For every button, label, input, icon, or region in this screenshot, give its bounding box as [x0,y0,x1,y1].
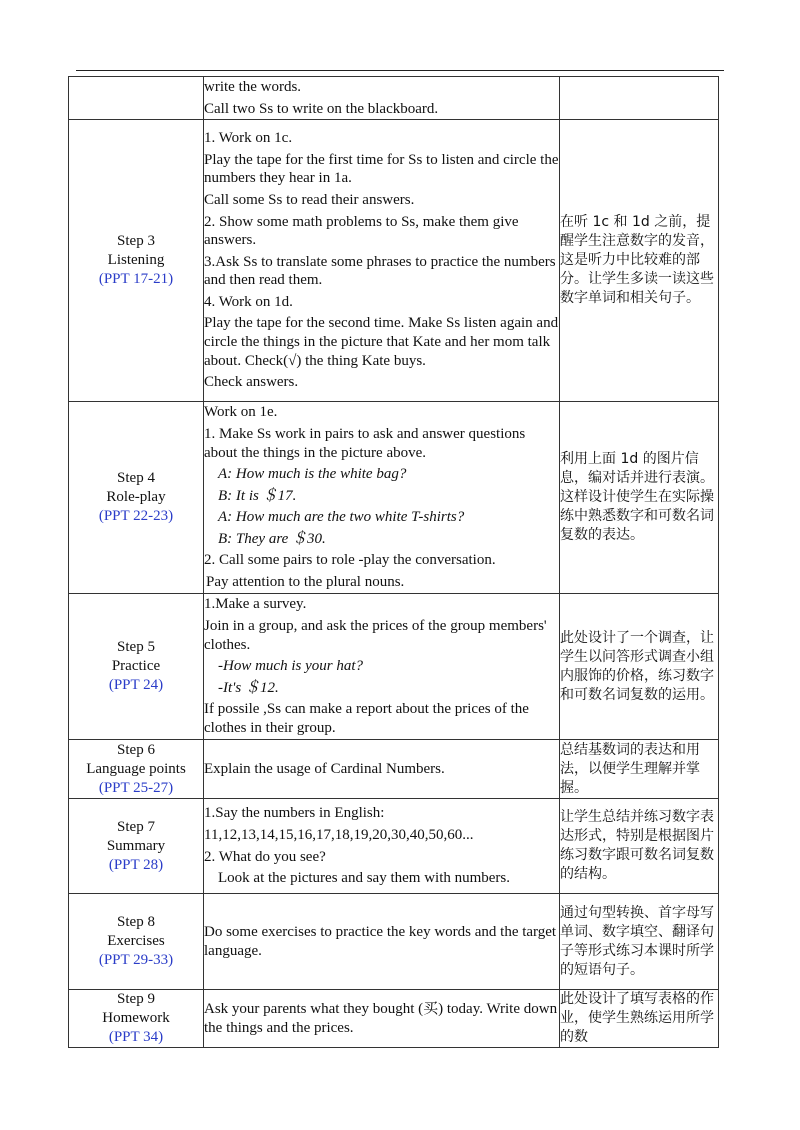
procedure-line: Join in a group, and ask the prices of the group members' clothes. [204,618,547,653]
step-name: Homework [102,1010,170,1026]
procedure-line: Look at the pictures and say them with numbers. [218,870,511,887]
procedure-cell [204,120,560,402]
step-cell [69,77,204,120]
procedure-line: Ask your parents what they bought (买) today. Write down the things and the prices. [204,1000,558,1036]
procedure-cell [204,740,560,799]
step-number: Step 4 [117,470,155,486]
table-row [69,402,719,594]
header-rule [76,70,724,71]
step-number: Step 9 [117,991,155,1007]
procedure-cell [204,594,560,740]
dialogue-line: A: How much is the white bag? [218,466,407,483]
step-name: Practice [111,658,161,674]
procedure-line: 2. Show some math problems to Ss, make them give answers. [204,213,519,249]
note-cell: 让学生总结并练习数字表达形式，特别是根据图片练习数字跟可数名词复数的结构。 [560,799,719,894]
dialogue-line: B: It is ＄17. [218,487,297,504]
procedure-line: 11,12,13,14,15,16,17,18,19,20,30,40,50,60... [204,826,474,843]
procedure-line: Play the tape for the second time. Make Ss listen again and circle the things in the picture that Kate and her mom talk about. Check(√) the thing Kate buys. [204,315,559,369]
step-number: Step 3 [117,233,155,249]
ppt-range: (PPT 28) [108,856,164,873]
note-cell: 在听 1c 和 1d 之前，提醒学生注意数字的发音，这是听力中比较难的部分。让学生多读一读这些数字单词和相关句子。 [560,120,719,402]
procedure-line: 2. Call some pairs to role -play the conversation. [204,552,496,569]
step-name: Role-play [106,489,166,505]
ppt-range: (PPT 17-21) [98,271,174,287]
procedure-line: If possile ,Ss can make a report about the prices of the clothes in their group. [204,701,529,736]
procedure-line: 3.Ask Ss to translate some phrases to practice the numbers and then read them. [204,253,556,289]
table-row [69,77,719,120]
step-number: Step 6 [117,741,155,758]
table-row [69,120,719,402]
ppt-range: (PPT 22-23) [98,508,174,524]
procedure-line: Call some Ss to read their answers. [204,191,415,208]
procedure-line: 2. What do you see? [204,848,326,865]
step-number: Step 5 [117,639,155,655]
table-row [69,990,719,1048]
procedure-line: Do some exercises to practice the key words and the target language. [204,923,557,959]
note-cell: 总结基数词的表达和用法，以便学生理解并掌握。 [560,740,719,799]
procedure-cell [204,402,560,594]
procedure-line: 1. Make Ss work in pairs to ask and answer questions about the things in the picture above. [204,425,526,461]
lesson-plan-table [68,76,719,1048]
procedure-cell [204,799,560,894]
procedure-line: 1. Work on 1c. [204,130,293,147]
dialogue-line: B: They are ＄30. [218,530,326,547]
step-cell [69,120,204,402]
step-cell [69,990,204,1048]
step-cell [69,740,204,799]
procedure-cell [204,990,560,1048]
ppt-range: (PPT 25-27) [98,779,174,796]
procedure-line: Work on 1e. [204,404,278,421]
table-row [69,594,719,740]
dialogue-line: -It's ＄12. [218,679,279,696]
procedure-line: Explain the usage of Cardinal Numbers. [204,760,445,777]
procedure-line: Play the tape for the first time for Ss to listen and circle the numbers they hear in 1a. [204,151,559,187]
dialogue-line: A: How much are the two white T-shirts? [218,509,465,526]
procedure-cell [204,894,560,990]
step-cell [69,799,204,894]
step-name: Exercises [107,933,165,949]
procedure-line: 4. Work on 1d. [204,293,293,310]
note-cell: 通过句型转换、首字母写单词、数字填空、翻译句子等形式练习本课时所学的短语句子。 [560,894,719,990]
procedure-cell [204,77,560,120]
step-name: Listening [107,252,165,268]
ppt-range: (PPT 24) [108,677,164,693]
note-cell: 此处设计了一个调查，让学生以问答形式调查小组内服饰的价格，练习数字和可数名词复数的运用。 [560,594,719,740]
procedure-line: Call two Ss to write on the blackboard. [204,100,439,117]
step-cell [69,894,204,990]
procedure-line: 1.Make a survey. [204,596,307,613]
table-row [69,799,719,894]
procedure-line: Pay attention to the plural nouns. [206,574,405,591]
step-name: Language points [86,760,186,777]
procedure-line: 1.Say the numbers in English: [204,805,385,822]
procedure-line: Check answers. [204,374,299,391]
table-row [69,894,719,990]
step-number: Step 8 [117,914,155,930]
ppt-range: (PPT 34) [108,1029,164,1045]
step-number: Step 7 [117,818,155,835]
note-cell [560,77,719,120]
procedure-line: write the words. [204,78,302,95]
ppt-range: (PPT 29-33) [98,952,174,968]
step-name: Summary [106,837,166,854]
note-cell: 利用上面 1d 的图片信息，编对话并进行表演。这样设计使学生在实际操练中熟悉数字和可数名词复数的表达。 [560,402,719,594]
dialogue-line: -How much is your hat? [218,658,363,675]
step-cell [69,402,204,594]
note-cell: 此处设计了填写表格的作业，使学生熟练运用所学的数 [560,990,719,1048]
step-cell [69,594,204,740]
table-row [69,740,719,799]
